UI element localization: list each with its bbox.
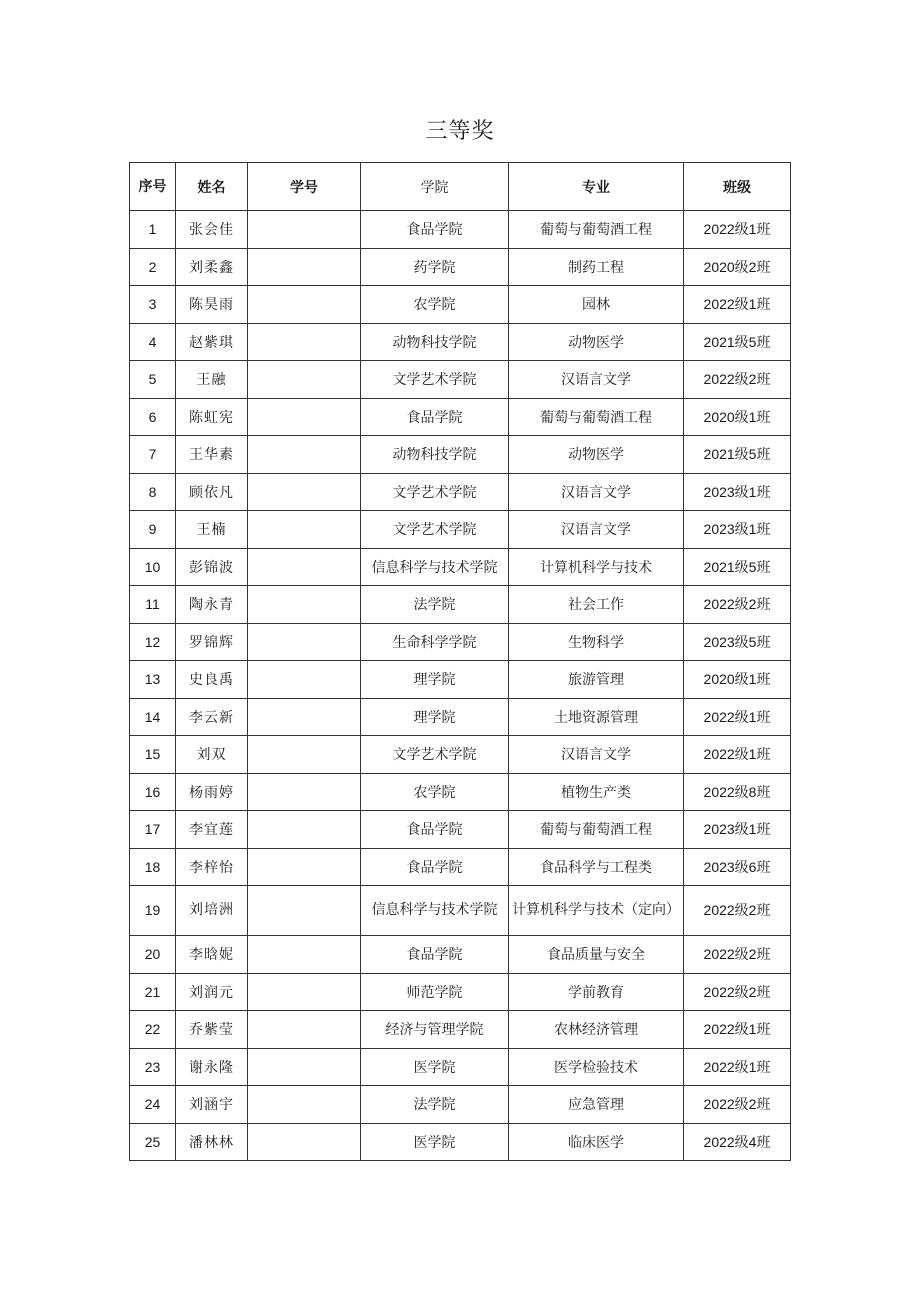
row-student-id [248, 248, 361, 286]
page-title: 三等奖 [425, 119, 495, 144]
row-name: 陶永青 [176, 586, 248, 624]
row-major: 植物生产类 [509, 773, 684, 811]
table-row [130, 473, 791, 511]
row-seq: 17 [130, 811, 176, 849]
row-name: 刘双 [176, 736, 248, 774]
row-major: 计算机科学与技术 [509, 548, 684, 586]
row-name: 杨雨婷 [176, 773, 248, 811]
header-name: 姓名 [176, 163, 248, 211]
row-student-id [248, 1048, 361, 1086]
row-seq: 6 [130, 398, 176, 436]
row-student-id [248, 1011, 361, 1049]
row-seq: 14 [130, 698, 176, 736]
row-major: 旅游管理 [509, 661, 684, 699]
row-seq: 4 [130, 323, 176, 361]
row-class: 2020级2班 [684, 248, 791, 286]
row-major: 汉语言文学 [509, 736, 684, 774]
row-class: 2022级2班 [684, 586, 791, 624]
row-major: 动物医学 [509, 323, 684, 361]
row-name: 张会佳 [176, 211, 248, 249]
row-student-id [248, 1086, 361, 1124]
row-student-id [248, 623, 361, 661]
row-name: 史良禹 [176, 661, 248, 699]
row-name: 陈昊雨 [176, 286, 248, 324]
row-major: 生物科学 [509, 623, 684, 661]
row-major: 农林经济管理 [509, 1011, 684, 1049]
row-name: 彭锦波 [176, 548, 248, 586]
row-name: 王华素 [176, 436, 248, 474]
table-row [130, 698, 791, 736]
row-college: 文学艺术学院 [361, 736, 509, 774]
table-row [130, 1086, 791, 1124]
row-class: 2022级1班 [684, 286, 791, 324]
table-row [130, 848, 791, 886]
row-seq: 25 [130, 1123, 176, 1161]
header-college: 学院 [361, 163, 509, 211]
row-major: 计算机科学与技术（定向） [509, 886, 684, 936]
table-row [130, 436, 791, 474]
row-major: 土地资源管理 [509, 698, 684, 736]
row-major: 食品质量与安全 [509, 936, 684, 974]
row-college: 药学院 [361, 248, 509, 286]
row-class: 2023级1班 [684, 511, 791, 549]
row-class: 2022级2班 [684, 936, 791, 974]
table-row [130, 973, 791, 1011]
row-seq: 22 [130, 1011, 176, 1049]
row-class: 2020级1班 [684, 661, 791, 699]
header-seq: 序号 [130, 163, 176, 211]
row-major: 汉语言文学 [509, 473, 684, 511]
table-row [130, 936, 791, 974]
row-college: 农学院 [361, 286, 509, 324]
table-row [130, 323, 791, 361]
row-college: 法学院 [361, 1086, 509, 1124]
row-college: 医学院 [361, 1048, 509, 1086]
header-major: 专业 [509, 163, 684, 211]
row-name: 李宜莲 [176, 811, 248, 849]
row-class: 2022级1班 [684, 1011, 791, 1049]
row-major: 葡萄与葡萄酒工程 [509, 811, 684, 849]
row-seq: 18 [130, 848, 176, 886]
row-major: 制药工程 [509, 248, 684, 286]
row-student-id [248, 473, 361, 511]
row-name: 李晗妮 [176, 936, 248, 974]
row-major: 食品科学与工程类 [509, 848, 684, 886]
row-student-id [248, 773, 361, 811]
row-class: 2021级5班 [684, 436, 791, 474]
row-seq: 10 [130, 548, 176, 586]
row-class: 2023级5班 [684, 623, 791, 661]
row-name: 罗锦辉 [176, 623, 248, 661]
row-college: 文学艺术学院 [361, 511, 509, 549]
row-class: 2020级1班 [684, 398, 791, 436]
row-name: 刘培洲 [176, 886, 248, 936]
row-class: 2022级2班 [684, 1086, 791, 1124]
row-seq: 1 [130, 211, 176, 249]
row-college: 动物科技学院 [361, 323, 509, 361]
row-name: 刘润元 [176, 973, 248, 1011]
row-student-id [248, 886, 361, 936]
row-seq: 19 [130, 886, 176, 936]
row-major: 葡萄与葡萄酒工程 [509, 398, 684, 436]
row-name: 赵紫琪 [176, 323, 248, 361]
row-college: 经济与管理学院 [361, 1011, 509, 1049]
table-header-row [130, 163, 791, 211]
row-name: 刘柔鑫 [176, 248, 248, 286]
row-seq: 7 [130, 436, 176, 474]
row-name: 谢永隆 [176, 1048, 248, 1086]
row-class: 2022级2班 [684, 361, 791, 399]
table-row [130, 661, 791, 699]
table-row [130, 886, 791, 936]
table-row [130, 248, 791, 286]
row-seq: 9 [130, 511, 176, 549]
row-major: 学前教育 [509, 973, 684, 1011]
row-college: 信息科学与技术学院 [361, 548, 509, 586]
row-seq: 11 [130, 586, 176, 624]
row-student-id [248, 848, 361, 886]
row-name: 陈虹宪 [176, 398, 248, 436]
row-student-id [248, 211, 361, 249]
row-student-id [248, 548, 361, 586]
row-college: 食品学院 [361, 398, 509, 436]
row-seq: 21 [130, 973, 176, 1011]
table-row [130, 773, 791, 811]
row-class: 2021级5班 [684, 548, 791, 586]
row-name: 乔紫莹 [176, 1011, 248, 1049]
row-college: 文学艺术学院 [361, 361, 509, 399]
table-row [130, 211, 791, 249]
row-college: 食品学院 [361, 811, 509, 849]
row-student-id [248, 973, 361, 1011]
row-student-id [248, 323, 361, 361]
row-college: 理学院 [361, 698, 509, 736]
row-class: 2022级1班 [684, 1048, 791, 1086]
row-college: 食品学院 [361, 848, 509, 886]
row-seq: 5 [130, 361, 176, 399]
row-class: 2022级4班 [684, 1123, 791, 1161]
row-seq: 20 [130, 936, 176, 974]
row-student-id [248, 361, 361, 399]
table-row [130, 736, 791, 774]
table-row [130, 286, 791, 324]
row-college: 理学院 [361, 661, 509, 699]
row-seq: 2 [130, 248, 176, 286]
table-row [130, 511, 791, 549]
row-major: 园林 [509, 286, 684, 324]
row-college: 生命科学学院 [361, 623, 509, 661]
table-row [130, 398, 791, 436]
row-major: 动物医学 [509, 436, 684, 474]
row-student-id [248, 586, 361, 624]
row-student-id [248, 936, 361, 974]
row-student-id [248, 698, 361, 736]
table-row [130, 1123, 791, 1161]
row-seq: 3 [130, 286, 176, 324]
row-student-id [248, 661, 361, 699]
award-table [129, 162, 791, 1161]
row-seq: 24 [130, 1086, 176, 1124]
row-class: 2023级1班 [684, 811, 791, 849]
row-name: 李云新 [176, 698, 248, 736]
row-major: 汉语言文学 [509, 361, 684, 399]
row-major: 社会工作 [509, 586, 684, 624]
row-college: 食品学院 [361, 211, 509, 249]
table-row [130, 1011, 791, 1049]
row-major: 医学检验技术 [509, 1048, 684, 1086]
row-seq: 8 [130, 473, 176, 511]
row-class: 2022级1班 [684, 211, 791, 249]
row-class: 2022级1班 [684, 698, 791, 736]
row-major: 临床医学 [509, 1123, 684, 1161]
row-seq: 23 [130, 1048, 176, 1086]
row-college: 食品学院 [361, 936, 509, 974]
row-name: 王楠 [176, 511, 248, 549]
row-college: 农学院 [361, 773, 509, 811]
row-college: 法学院 [361, 586, 509, 624]
row-name: 李梓怡 [176, 848, 248, 886]
row-class: 2023级1班 [684, 473, 791, 511]
table-row [130, 548, 791, 586]
row-name: 顾依凡 [176, 473, 248, 511]
row-college: 文学艺术学院 [361, 473, 509, 511]
row-major: 汉语言文学 [509, 511, 684, 549]
row-major: 应急管理 [509, 1086, 684, 1124]
header-student-id: 学号 [248, 163, 361, 211]
table-row [130, 586, 791, 624]
row-class: 2022级2班 [684, 973, 791, 1011]
table-row [130, 623, 791, 661]
row-class: 2022级8班 [684, 773, 791, 811]
row-student-id [248, 286, 361, 324]
row-name: 潘林林 [176, 1123, 248, 1161]
table-row [130, 811, 791, 849]
row-class: 2022级1班 [684, 736, 791, 774]
row-seq: 15 [130, 736, 176, 774]
row-college: 动物科技学院 [361, 436, 509, 474]
row-student-id [248, 398, 361, 436]
row-class: 2022级2班 [684, 886, 791, 936]
row-class: 2021级5班 [684, 323, 791, 361]
row-college: 信息科学与技术学院 [361, 886, 509, 936]
row-student-id [248, 511, 361, 549]
row-student-id [248, 1123, 361, 1161]
row-seq: 16 [130, 773, 176, 811]
table-row [130, 361, 791, 399]
row-student-id [248, 811, 361, 849]
row-name: 王融 [176, 361, 248, 399]
row-seq: 13 [130, 661, 176, 699]
row-seq: 12 [130, 623, 176, 661]
row-class: 2023级6班 [684, 848, 791, 886]
header-class: 班级 [684, 163, 791, 211]
row-college: 医学院 [361, 1123, 509, 1161]
row-student-id [248, 736, 361, 774]
row-name: 刘涵宇 [176, 1086, 248, 1124]
row-college: 师范学院 [361, 973, 509, 1011]
table-row [130, 1048, 791, 1086]
row-student-id [248, 436, 361, 474]
row-major: 葡萄与葡萄酒工程 [509, 211, 684, 249]
